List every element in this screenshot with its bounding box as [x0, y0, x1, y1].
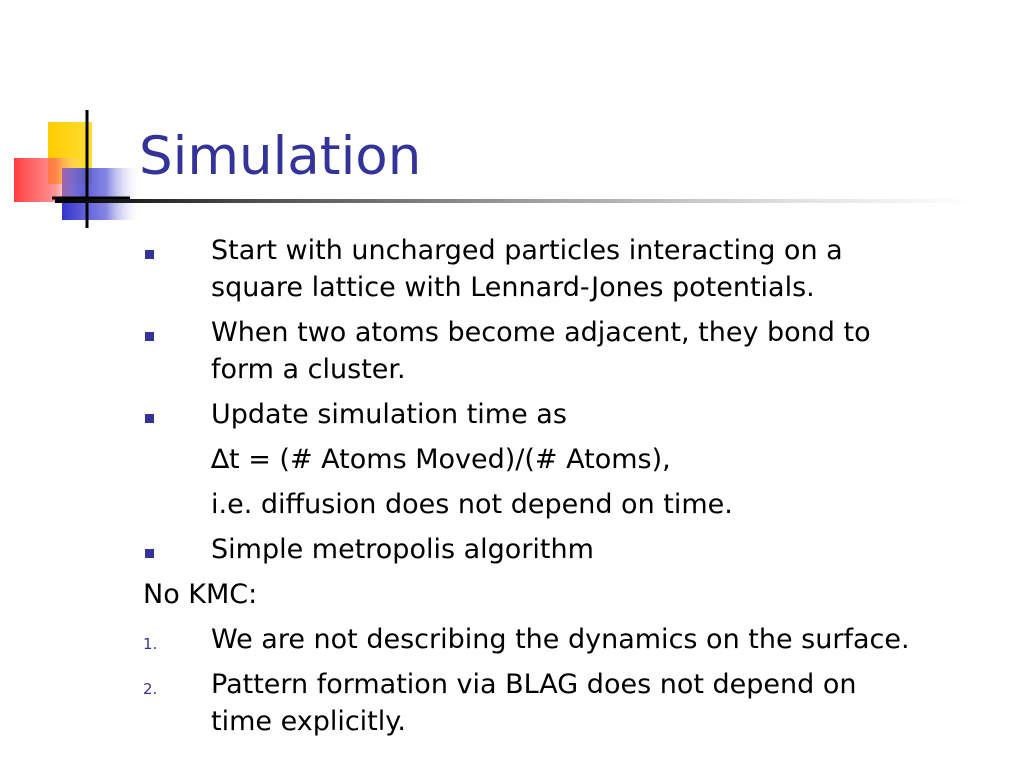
bullet-line: Simple metropolis algorithm: [211, 534, 594, 565]
note-line: i.e. diffusion does not depend on time.: [211, 489, 733, 520]
numbered-line: time explicitly.: [211, 706, 406, 737]
formula-line: ∆t = (# Atoms Moved)/(# Atoms),: [211, 444, 671, 475]
bullet-text: [211, 232, 1001, 306]
bullet-text: [211, 396, 1001, 433]
numbered-line: We are not describing the dynamics on the surface.: [211, 624, 910, 655]
bullet-line: square lattice with Lennard-Jones potentials.: [211, 272, 815, 303]
list-number: 1.: [143, 635, 158, 653]
note-text: [211, 486, 1001, 523]
bullet-text: [211, 314, 1001, 388]
square-bullet-icon: [145, 414, 154, 423]
list-number: 2.: [143, 680, 158, 698]
bullet-line: Update simulation time as: [211, 399, 567, 430]
square-bullet-icon: [145, 250, 154, 259]
bullet-line: form a cluster.: [211, 354, 406, 385]
slide-title: Simulation: [139, 126, 422, 187]
formula-text: [211, 441, 1001, 478]
bullet-line: Start with uncharged particles interacting on a: [211, 235, 843, 266]
bullet-line: When two atoms become adjacent, they bond to: [211, 317, 871, 348]
square-bullet-icon: [145, 332, 154, 341]
numbered-text: [211, 666, 1001, 740]
bullet-text: [211, 531, 1001, 568]
numbered-line: Pattern formation via BLAG does not depend on: [211, 669, 857, 700]
square-bullet-icon: [145, 549, 154, 558]
section-label: No KMC:: [143, 579, 258, 610]
numbered-text: [211, 621, 1001, 658]
